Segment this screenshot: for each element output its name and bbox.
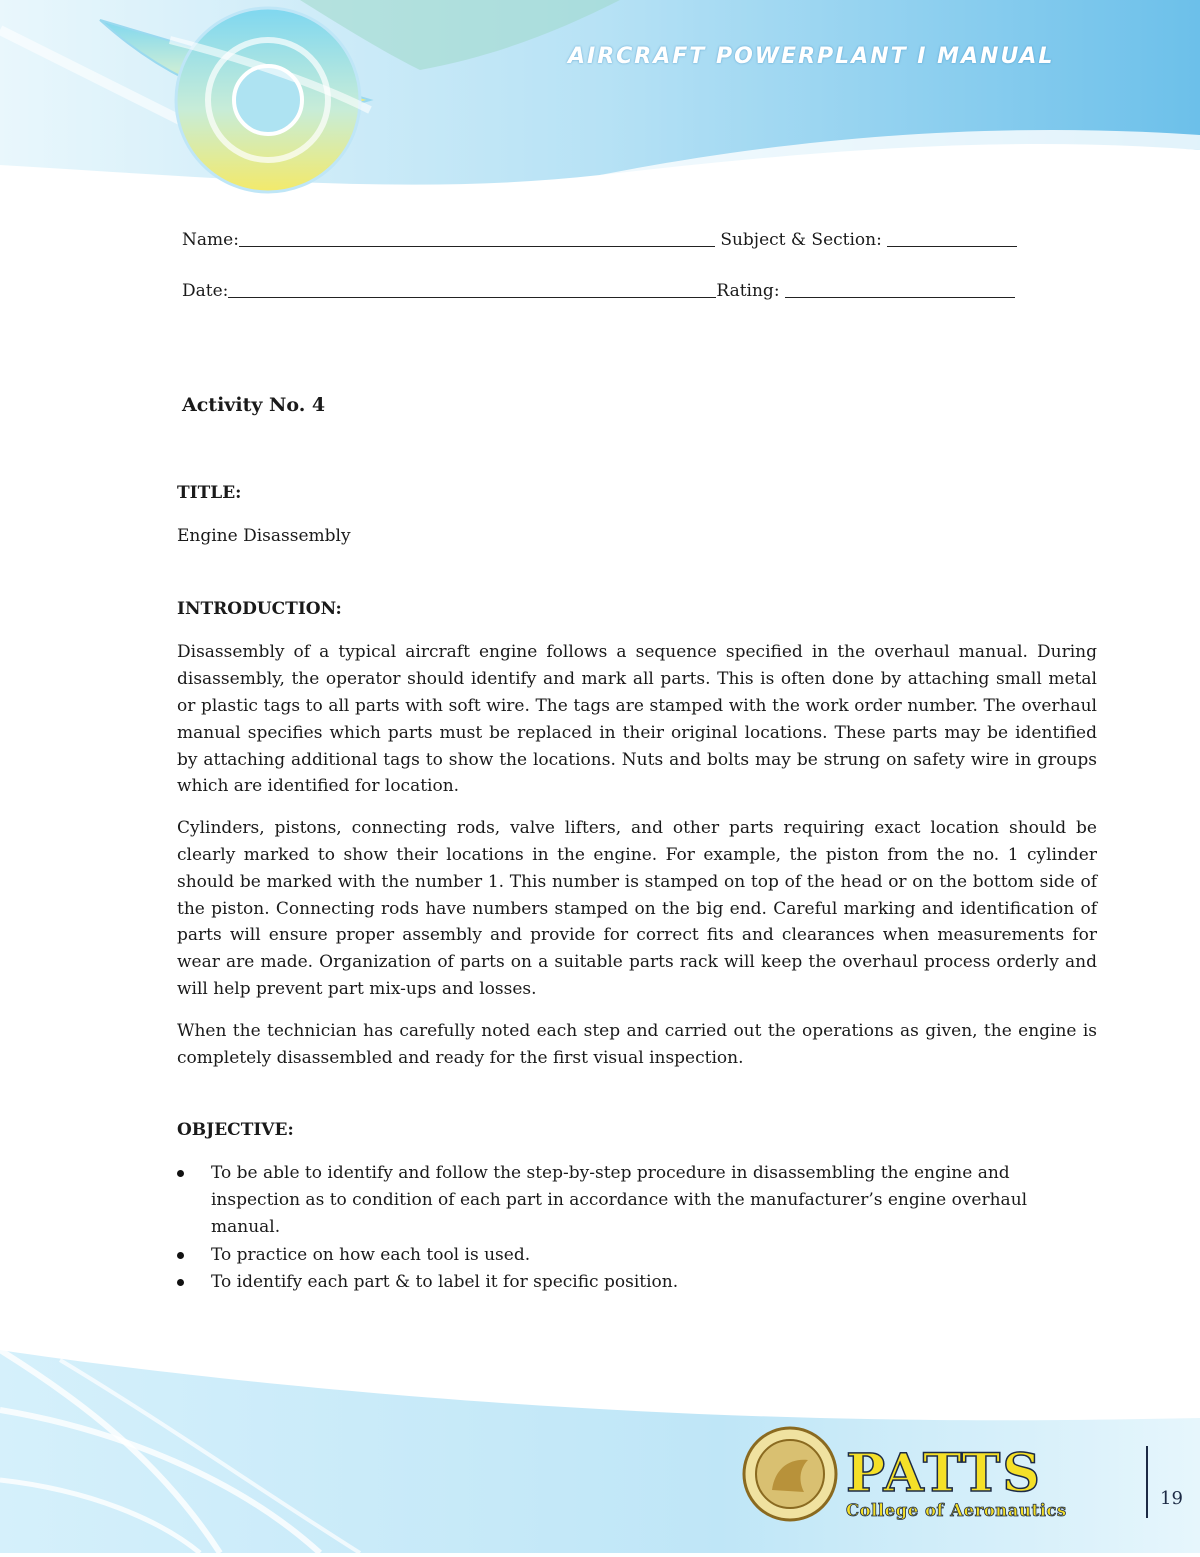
- title-text: Engine Disassembly: [177, 525, 351, 546]
- title-heading: TITLE:: [177, 483, 242, 503]
- bullet-icon: [177, 1252, 184, 1259]
- name-subject-row: [182, 230, 1017, 250]
- intro-paragraph-3: When the technician has carefully noted each step and carried out the operations as given, the engine is completely disassembled and ready for the first visual inspection.: [177, 1020, 1097, 1068]
- footer-banner: [0, 1340, 1200, 1553]
- objective-text: To be able to identify and follow the step-by-step procedure in disassembling the engine and inspection as to condition of each part in accordance with the manufacturer’s engine overhaul manual.: [211, 1163, 1028, 1237]
- header-banner: [0, 0, 1200, 210]
- objective-text: To practice on how each tool is used.: [211, 1244, 531, 1265]
- list-item: [177, 1160, 1097, 1240]
- footer-divider: [1146, 1446, 1148, 1518]
- bullet-icon: [177, 1170, 184, 1177]
- manual-title: AIRCRAFT POWERPLANT I MANUAL: [568, 44, 1055, 69]
- list-item: [177, 1242, 1097, 1269]
- name-label: Name:: [182, 230, 239, 250]
- page-number: 19: [1160, 1488, 1183, 1509]
- date-field[interactable]: [228, 281, 716, 298]
- rating-field[interactable]: [785, 281, 1015, 298]
- list-item: [177, 1269, 1097, 1296]
- objective-heading: OBJECTIVE:: [177, 1120, 294, 1141]
- objective-text: To identify each part & to label it for specific position.: [211, 1272, 679, 1293]
- intro-paragraph-1: Disassembly of a typical aircraft engine follows a sequence specified in the overhaul manual. During disassembly, the operator should identify and mark all parts. This is often done by attaching small metal or plastic tags to all parts with soft wire. The tags are stamped with the work order number. The overhaul manual specifies which parts must be replaced in their original locations. These parts may be identified by attaching additional tags to show the locations. Nuts and bolts may be strung on safety wire in groups which are identified for location.: [177, 642, 1097, 797]
- subject-section-label: Subject & Section:: [714, 230, 888, 250]
- objective-list: [177, 1160, 1097, 1296]
- activity-number: Activity No. 4: [182, 394, 326, 416]
- activity-content: [177, 480, 1097, 1297]
- date-label: Date:: [182, 281, 229, 301]
- bullet-icon: [177, 1279, 184, 1286]
- subject-section-field[interactable]: [887, 230, 1017, 247]
- intro-paragraph-2: Cylinders, pistons, connecting rods, valve lifters, and other parts requiring exact location should be clearly marked to show their locations in the engine. For example, the piston from the no. 1 cylinder should be marked with the number 1. This number is stamped on top of the head or on the bottom side of the piston. Connecting rods have numbers stamped on the big end. Careful marking and identification of parts will ensure proper assembly and provide for correct fits and clearances when measurements for wear are made. Organization of parts on a suitable parts rack will keep the overhaul process orderly and will help prevent part mix-ups and losses.: [177, 818, 1097, 999]
- header-background: [0, 0, 1200, 210]
- name-field[interactable]: [239, 230, 715, 247]
- introduction-heading: INTRODUCTION:: [177, 598, 342, 619]
- patts-seal-logo: [744, 1428, 836, 1520]
- rating-label: Rating:: [716, 281, 785, 301]
- date-rating-row: [182, 281, 1015, 301]
- brand-name: PATTS: [846, 1443, 1042, 1504]
- college-name: College of Aeronautics: [846, 1501, 1067, 1520]
